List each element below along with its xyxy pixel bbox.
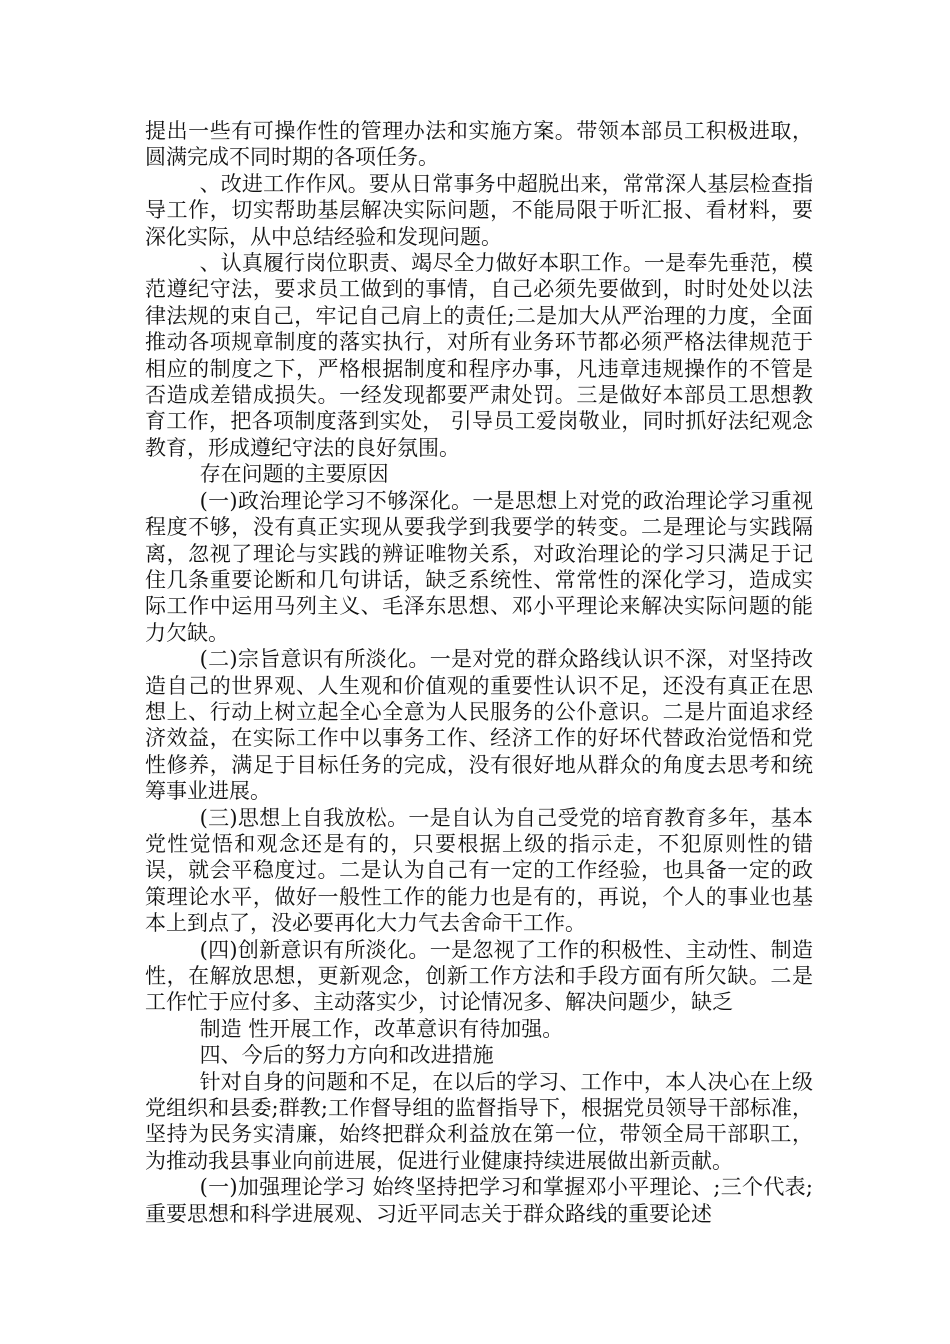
heading-improvement-measures: 四、今后的努力方向和改进措施 (199, 1043, 494, 1068)
paragraph-cause-2-purpose-awareness: (二)宗旨意识有所淡化。一是对党的群众路线认识不深，对坚持改造自己的世界观、人生观和价值观的重要性认识不足，还没有真正在思想上、行动上树立起全心全意为人民服务的公仆意识。二是片面追求经济效益，在实际工作中以事务工作、经济工作的好坏代替政治觉悟和党性修养，满足于目标任务的完成，没有很好地从群众的角度去思考和统筹事业进展。 (145, 647, 813, 804)
paragraph-innovation-continued: 制造 性开展工作，改革意识有待加强。 (199, 1016, 564, 1041)
paragraph-measure-1-theory-study: (一)加强理论学习 始终坚持把学习和掌握邓小平理论、;三个代表;重要思想和科学进展观、习近平同志关于群众路线的重要论述 (145, 1175, 813, 1226)
document-body (145, 118, 813, 1227)
heading-main-causes: 存在问题的主要原因 (199, 462, 389, 487)
paragraph-work-style: 、改进工作作风。要从日常事务中超脱出来，常常深人基层检查指导工作，切实帮助基层解决实际问题，不能局限于听汇报、看材料，要深化实际，从中总结经验和发现问题。 (145, 171, 813, 249)
paragraph-cause-3-self-relaxation: (三)思想上自我放松。一是自认为自己受党的培育教育多年，基本党性觉悟和观念还是有的，只要根据上级的指示走，不犯原则性的错误，就会平稳度过。二是认为自己有一定的工作经验，也具备一定的政策理论水平，做好一般性工作的能力也是有的，再说，个人的事业也基本上到点了，没必要再化大力气去舍命干工作。 (145, 805, 813, 936)
paragraph-improvement-intro: 针对自身的问题和不足，在以后的学习、工作中，本人决心在上级党组织和县委;群教;工作督导组的监督指导下，根据党员领导干部标准，坚持为民务实清廉，始终把群众利益放在第一位，带领全局干部职工，为推动我县事业向前进展，促进行业健康持续进展做出新贡献。 (145, 1069, 813, 1173)
paragraph-job-duties: 、认真履行岗位职责、竭尽全力做好本职工作。一是奉先垂范，模范遵纪守法，要求员工做到的事情，自己必须先要做到，时时处处以法律法规的束自己，牢记自己肩上的责任;二是加大从严治理的力度，全面推动各项规章制度的落实执行，对所有业务环节都必须严格法律规范于相应的制度之下，严格根据制度和程序办事，凡违章违规操作的不管是否造成差错成损失。一经发现都要严肃处罚。三是做好本部员工思想教育工作，把各项制度落到实处， 引导员工爱岗敬业，同时抓好法纪观念教育，形成遵纪守法的良好氛围。 (145, 251, 813, 460)
paragraph-cause-1-theory-study: (一)政治理论学习不够深化。一是思想上对党的政治理论学习重视程度不够，没有真正实现从要我学到我要学的转变。二是理论与实践隔离，忽视了理论与实践的辨证唯物关系，对政治理论的学习只满足于记住几条重要论断和几句讲话，缺乏系统性、常常性的深化学习，造成实际工作中运用马列主义、毛泽东思想、邓小平理论来解决实际问题的能力欠缺。 (145, 488, 813, 645)
paragraph-management-methods: 提出一些有可操作性的管理办法和实施方案。带领本部员工积极进取，圆满完成不同时期的各项任务。 (145, 119, 813, 170)
paragraph-cause-4-innovation: (四)创新意识有所淡化。一是忽视了工作的积极性、主动性、制造性，在解放思想，更新观念，创新工作方法和手段方面有所欠缺。二是工作忙于应付多、主动落实少，讨论情况多、解决问题少，缺乏 (145, 937, 813, 1015)
